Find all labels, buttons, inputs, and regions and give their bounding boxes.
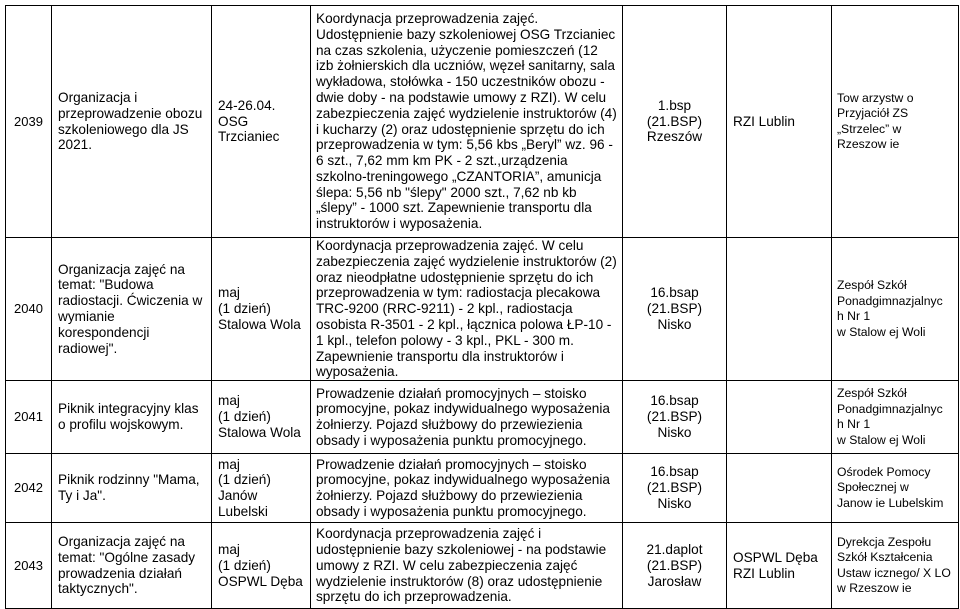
event-name-line: Ty i Ja". (58, 488, 106, 504)
event-date-place-line: Trzcianiec (218, 129, 280, 145)
partner-organization-line: RZI Lublin (733, 565, 795, 581)
event-description-line: umowy z RZI. W celu zabezpieczenia zajęć (316, 557, 578, 573)
event-description-line: szkolno-treningowego „CZANTORIA”, amunicja (316, 168, 602, 184)
beneficiary-organization (832, 381, 959, 454)
partner-organization (727, 454, 832, 523)
event-description-line: sprzętu do ich przeprowadzenia. (316, 589, 512, 605)
event-description-line: 6 szt., 7,62 mm km PK - 2 szt.,urządzenia (316, 153, 568, 169)
beneficiary-organization-line: w Rzeszow ie (837, 581, 912, 596)
table-row (6, 454, 959, 523)
beneficiary-organization-line: h Nr 1 (837, 309, 871, 324)
event-description-line: zabezpieczenia zajęć wydzielenie instruktorów (4) (316, 105, 617, 121)
organizing-unit-line: 16.bsap (650, 285, 699, 301)
event-name-line: Piknik integracyjny klas (58, 401, 199, 417)
organizing-unit-line: (21.BSP) (646, 301, 703, 317)
organizing-unit-line: (21.BSP) (646, 113, 703, 129)
table-row (6, 381, 959, 454)
beneficiary-organization-line: Szkół Kształcenia (837, 550, 933, 565)
event-description-line: Udostępnienie bazy szkoleniowej OSG Trzcianiec (316, 26, 616, 42)
event-description-line: instruktorów i wyposażenia. (316, 216, 483, 232)
beneficiary-organization (832, 454, 959, 523)
event-date-place (212, 6, 311, 238)
event-description-line: TRC-9200 (RRC-9211) - 2 kpl., radiostacja (316, 301, 573, 317)
event-description-line: wydzielenie instruktorów (8) oraz udostępnienie (316, 573, 603, 589)
beneficiary-organization-line: Zespół Szkół (837, 278, 907, 293)
event-date-place-line: Lubelski (218, 503, 268, 519)
event-description-line: promocyjne, pokaz indywidualnego wyposażenia (316, 401, 610, 417)
beneficiary-organization-line: Ponadgimnazjalnyc (837, 401, 943, 416)
beneficiary-organization (832, 523, 959, 609)
event-date-place-line: (1 dzień) (218, 409, 271, 425)
organizing-unit-line: Jarosław (647, 573, 702, 589)
organizing-unit-line: 21.daplot (646, 541, 703, 557)
event-description-line: dwie doby - na podstawie umowy z RZI). W celu (316, 89, 607, 105)
event-name-line: Organizacja zajęć na (58, 534, 185, 550)
event-description-line: izb żołnierskich dla uczniów, węzeł sanitarny, sala (316, 58, 615, 74)
event-number: 2039 (6, 6, 52, 238)
event-description-line: żołnierzy. Pojazd służbowy do przewiezienia (316, 488, 583, 504)
beneficiary-organization-line: Społecznej w (837, 480, 909, 495)
event-name-line: Organizacja zajęć na (58, 261, 185, 277)
organizing-unit (623, 381, 727, 454)
beneficiary-organization-line: Ponadgimnazjalnyc (837, 293, 943, 308)
event-name-line: taktycznych". (58, 581, 138, 597)
organizing-unit-line: (21.BSP) (646, 409, 703, 425)
event-name-line: temat: "Ogólne zasady (58, 549, 196, 565)
table-row (6, 6, 959, 238)
event-name-line: szkoleniowego dla JS (58, 121, 189, 137)
event-name-line: prowadzenia działań (58, 565, 182, 581)
event-name-line: radiowej". (58, 340, 118, 356)
event-description-line: Koordynacja przeprowadzenia zajęć. W celu (316, 238, 584, 253)
event-description-line: obsady i wyposażenia punktu promocyjnego. (316, 432, 587, 448)
event-description-line: 1 kpl., telefon polowy - 3 kpl., PKL - 300 m. (316, 332, 574, 348)
event-description-line: Zapewnienie transportu dla instruktorów i (316, 348, 564, 364)
event-date-place-line: OSG (218, 113, 249, 129)
event-name-line: korespondencji (58, 324, 150, 340)
organizing-unit (623, 523, 727, 609)
event-description-line: Koordynacja przeprowadzenia zajęć. (316, 10, 539, 26)
organizing-unit-line: Nisko (657, 316, 692, 332)
event-name (52, 6, 212, 238)
organizing-unit (623, 6, 727, 238)
event-description-line: zabezpieczenia zajęć wydzielenie instruktorów (2) (316, 253, 617, 269)
organizing-unit-line: Nisko (657, 496, 692, 512)
organizing-unit-line: Nisko (657, 425, 692, 441)
event-name-line: temat: "Budowa (58, 277, 154, 293)
event-description (311, 6, 623, 238)
organizing-unit (623, 454, 727, 523)
event-name (52, 381, 212, 454)
event-description-line: oraz nieodpłatne udostępnienie sprzętu do ich (316, 269, 594, 285)
event-number: 2041 (6, 381, 52, 454)
event-date-place (212, 454, 311, 523)
organizing-unit-line: 16.bsap (650, 464, 699, 480)
beneficiary-organization-line: w Stalow ej Woli (837, 432, 926, 447)
event-date-place-line: (1 dzień) (218, 557, 271, 573)
event-description-line: wyposażenia. (316, 364, 399, 380)
partner-organization-line: OSPWL Dęba (733, 549, 818, 565)
beneficiary-organization-line: Zespół Szkół (837, 386, 907, 401)
event-name (52, 523, 212, 609)
beneficiary-organization-line: Rzeszow ie (837, 137, 900, 151)
event-date-place-line: Janów (218, 488, 258, 504)
event-date-place (212, 523, 311, 609)
organizing-unit-line: (21.BSP) (646, 557, 703, 573)
table-row (6, 238, 959, 381)
event-description-line: „ślepy” - 1000 szt. Zapewnienie transportu dla (316, 200, 592, 216)
beneficiary-organization-line: Dyrekcja Zespołu (837, 534, 932, 549)
beneficiary-organization-line: Janow ie Lubelskim (837, 495, 944, 510)
table-row (6, 523, 959, 609)
event-date-place-line: (1 dzień) (218, 472, 271, 488)
partner-organization (727, 381, 832, 454)
event-name (52, 238, 212, 381)
event-description-line: na czas szkolenia, użyczenie pomieszczeń (12 (316, 42, 598, 58)
beneficiary-organization-line: Przyjaciół ZS (837, 106, 909, 120)
beneficiary-organization-line: Ustaw icznego/ X LO (837, 565, 951, 580)
beneficiary-organization (832, 6, 959, 238)
event-name-line: 2021. (58, 137, 93, 153)
event-name-line: Piknik rodzinny "Mama, (58, 472, 200, 488)
event-description (311, 381, 623, 454)
event-name-line: Organizacja i (58, 89, 138, 105)
event-name-line: przeprowadzenie obozu (58, 105, 203, 121)
event-date-place-line: Stalowa Wola (218, 425, 301, 441)
event-date-place-line: maj (218, 393, 240, 409)
event-description-line: przeprowadzenia w tym: radiostacja plecakowa (316, 285, 601, 301)
event-description-line: obsady i wyposażenia punktu promocyjnego. (316, 503, 587, 519)
event-description (311, 523, 623, 609)
event-date-place (212, 381, 311, 454)
event-date-place (212, 238, 311, 381)
event-description-line: promocyjne, pokaz indywidualnego wyposażenia (316, 472, 610, 488)
beneficiary-organization-line: Ośrodek Pomocy (837, 464, 931, 479)
beneficiary-organization-line: Tow arzystw o (837, 90, 914, 105)
event-number: 2040 (6, 238, 52, 381)
partner-organization-line: RZI Lublin (733, 113, 795, 129)
event-description-line: osobista R-3501 - 2 kpl., łącznica polowa ŁP-10 - (316, 316, 612, 332)
event-date-place-line: maj (218, 456, 240, 472)
event-date-place-line: Stalowa Wola (218, 316, 301, 332)
beneficiary-organization (832, 238, 959, 381)
event-description-line: wykładowa, stołówka - 150 uczestników obozu - (316, 74, 605, 90)
event-name-line: o profilu wojskowym. (58, 417, 184, 433)
event-description-line: Prowadzenie działań promocyjnych – stoisko (316, 385, 587, 401)
event-description-line: udostępnienie bazy szkoleniowej - na podstawie (316, 541, 607, 557)
event-number: 2043 (6, 523, 52, 609)
partner-organization (727, 6, 832, 238)
organizing-unit-line: 16.bsap (650, 393, 699, 409)
organizing-unit-line: (21.BSP) (646, 480, 703, 496)
event-description-line: i kucharzy (2) oraz udostępnienie sprzętu do ich (316, 121, 605, 137)
event-date-place-line: 24-26.04. (218, 97, 276, 113)
organizing-unit-line: Rzeszów (646, 129, 703, 145)
event-number: 2042 (6, 454, 52, 523)
event-description-line: żołnierzy. Pojazd służbowy do przewiezienia (316, 417, 583, 433)
event-name (52, 454, 212, 523)
event-description-line: Koordynacja przeprowadzenia zajęć i (316, 526, 542, 542)
event-description-line: przeprowadzenia w tym: 5,56 kbs „Beryl” wz. 96 - (316, 137, 613, 153)
organizing-unit-line: 1.bsp (657, 97, 692, 113)
event-description (311, 238, 623, 381)
partner-organization (727, 238, 832, 381)
organizing-unit (623, 238, 727, 381)
events-table (5, 5, 959, 609)
event-date-place-line: maj (218, 285, 240, 301)
event-name-line: radiostacji. Ćwiczenia w (58, 293, 203, 309)
event-date-place-line: (1 dzień) (218, 301, 271, 317)
beneficiary-organization-line: h Nr 1 (837, 417, 871, 432)
beneficiary-organization-line: „Strzelec” w (837, 121, 902, 136)
event-description (311, 454, 623, 523)
event-name-line: wymianie (58, 309, 115, 325)
beneficiary-organization-line: w Stalow ej Woli (837, 324, 926, 339)
event-date-place-line: maj (218, 541, 240, 557)
event-date-place-line: OSPWL Dęba (218, 573, 303, 589)
partner-organization (727, 523, 832, 609)
event-description-line: ślepa: 5,56 nb "ślepy" 2000 szt., 7,62 nb kb (316, 184, 577, 200)
event-description-line: Prowadzenie działań promocyjnych – stoisko (316, 456, 587, 472)
